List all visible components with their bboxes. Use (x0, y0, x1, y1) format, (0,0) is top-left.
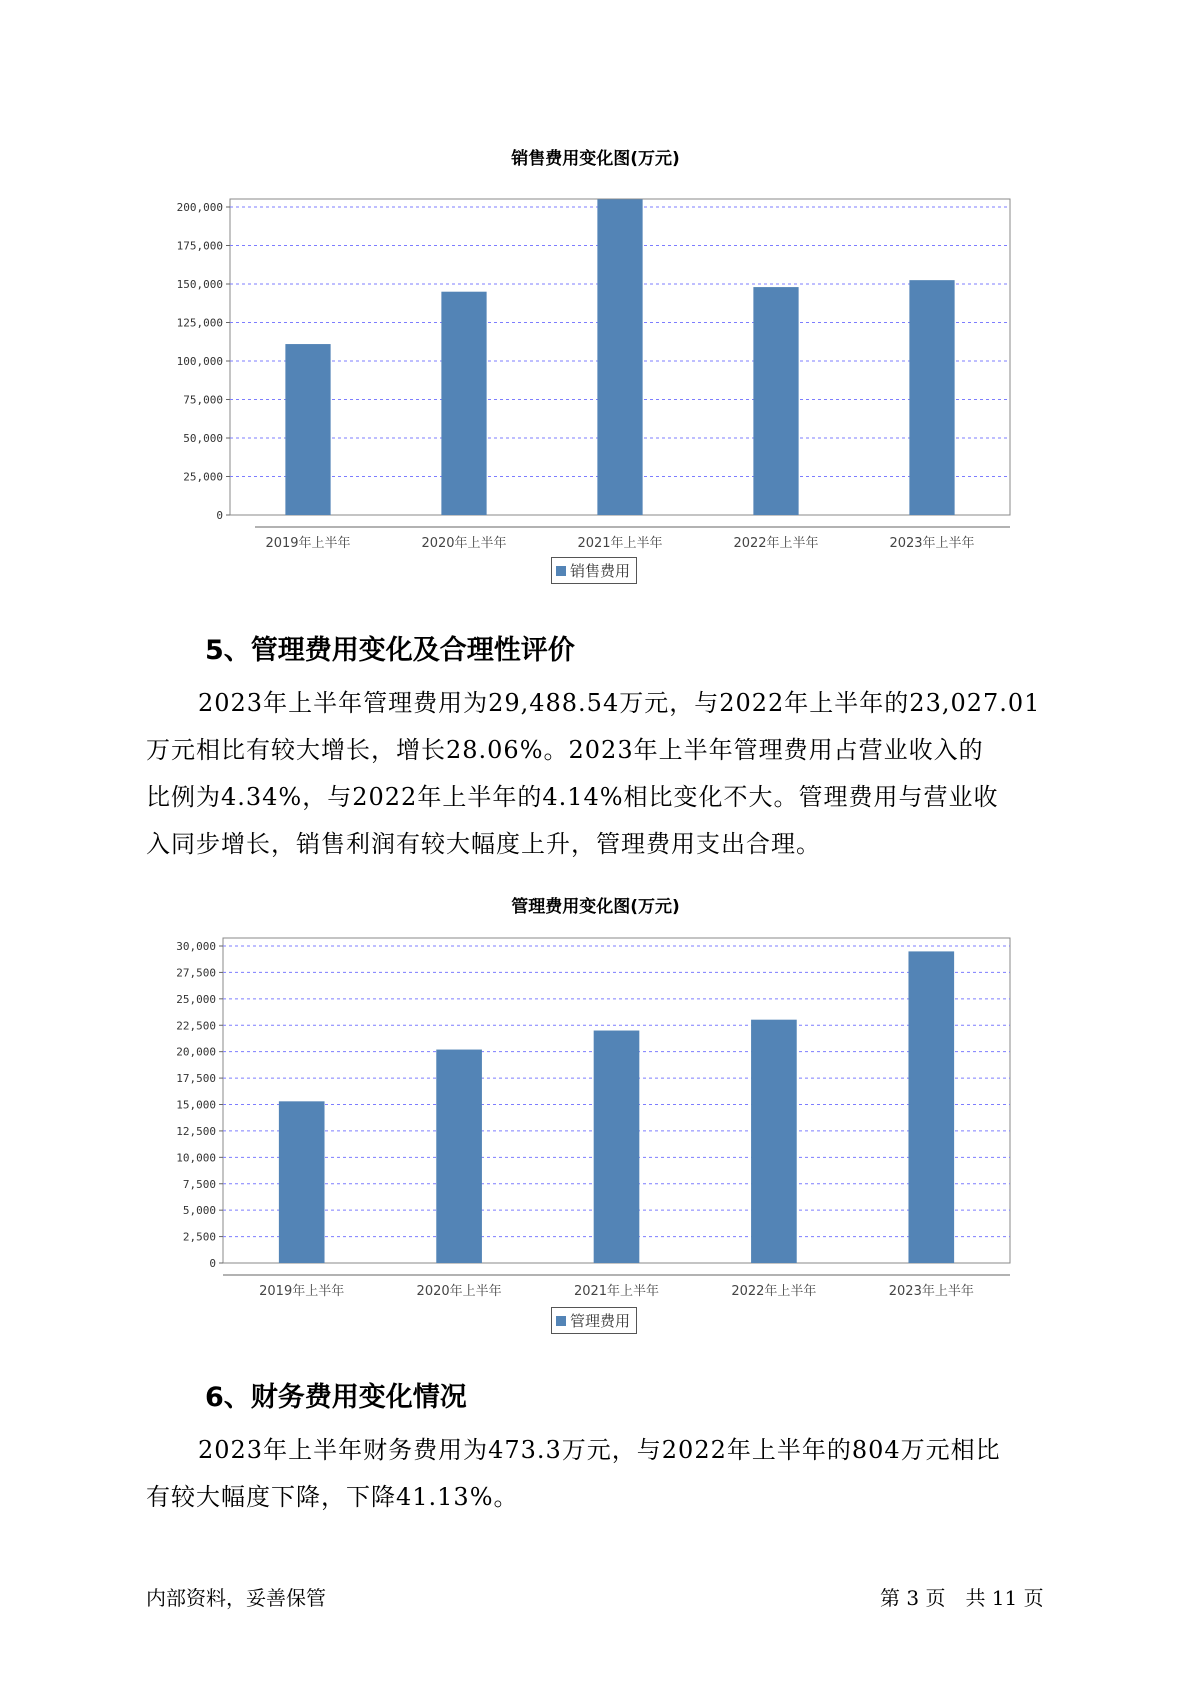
y-tick-label: 17,500 (176, 1072, 216, 1086)
x-tick-label: 2022年上半年 (733, 536, 819, 551)
section6-heading: 6、财务费用变化情况 (205, 1382, 467, 1413)
y-tick-label: 5,000 (182, 1204, 216, 1218)
y-tick-label: 50,000 (183, 432, 223, 445)
x-tick-label: 2023年上半年 (888, 1284, 974, 1299)
x-tick-label: 2021年上半年 (577, 536, 663, 551)
y-tick-label: 25,000 (183, 470, 223, 484)
y-tick-label: 100,000 (176, 355, 223, 368)
bar (594, 1031, 640, 1263)
bar (279, 1101, 325, 1263)
section5-line: 入同步增长，销售利润有较大幅度上升，管理费用支出合理。 (146, 830, 821, 858)
legend-swatch (556, 566, 566, 576)
bar (753, 287, 798, 515)
y-tick-label: 27,500 (176, 966, 216, 980)
y-tick-label: 30,000 (176, 940, 216, 953)
y-tick-label: 200,000 (176, 201, 223, 214)
chart1-legend (551, 557, 637, 584)
chart2-legend (551, 1307, 637, 1334)
chart1-legend-label: 销售费用 (570, 562, 631, 580)
chart2-legend-label: 管理费用 (570, 1312, 631, 1330)
section5-line: 2023年上半年管理费用为29,488.54万元，与2022年上半年的23,027.01 (198, 689, 1041, 717)
x-tick-label: 2022年上半年 (731, 1284, 817, 1299)
bar (597, 199, 642, 515)
bar (285, 344, 330, 515)
bar (436, 1050, 482, 1263)
footer-left: 内部资料，妥善保管 (146, 1586, 326, 1610)
y-tick-label: 12,500 (176, 1124, 216, 1138)
y-tick-label: 7,500 (182, 1177, 216, 1191)
sales-expense-chart (0, 170, 1191, 550)
x-tick-label: 2020年上半年 (416, 1284, 502, 1299)
x-tick-label: 2020年上半年 (421, 536, 507, 551)
admin-expense-chart (0, 920, 1191, 1300)
section5-line: 万元相比有较大增长，增长28.06%。2023年上半年管理费用占营业收入的 (146, 736, 984, 764)
y-tick-label: 0 (209, 1257, 216, 1270)
footer-page-number: 第 3 页 共 11 页 (880, 1586, 1044, 1610)
chart1-title: 销售费用变化图(万元) (511, 149, 680, 169)
x-tick-label: 2019年上半年 (259, 1284, 345, 1299)
section5-heading: 5、管理费用变化及合理性评价 (205, 635, 575, 666)
y-tick-label: 125,000 (176, 316, 223, 330)
y-tick-label: 22,500 (176, 1019, 216, 1033)
y-tick-label: 25,000 (176, 992, 216, 1006)
bar (751, 1020, 797, 1263)
y-tick-label: 75,000 (183, 393, 223, 407)
y-tick-label: 0 (216, 509, 223, 522)
y-tick-label: 2,500 (182, 1230, 216, 1244)
y-tick-label: 15,000 (176, 1098, 216, 1112)
y-tick-label: 150,000 (176, 278, 223, 291)
bar (441, 292, 486, 515)
x-tick-label: 2023年上半年 (889, 536, 975, 551)
chart2-title: 管理费用变化图(万元) (511, 897, 680, 917)
x-tick-label: 2019年上半年 (265, 536, 351, 551)
bar (909, 280, 954, 515)
y-tick-label: 10,000 (176, 1151, 216, 1165)
x-tick-label: 2021年上半年 (573, 1284, 660, 1299)
section6-line: 有较大幅度下降，下降41.13%。 (146, 1483, 519, 1511)
section5-line: 比例为4.34%，与2022年上半年的4.14%相比变化不大。管理费用与营业收 (146, 783, 999, 811)
y-tick-label: 20,000 (176, 1045, 216, 1059)
y-tick-label: 175,000 (176, 239, 223, 253)
section5-paragraph (146, 680, 1076, 868)
legend-swatch (556, 1316, 566, 1326)
bar (908, 951, 954, 1263)
section6-line: 2023年上半年财务费用为473.3万元，与2022年上半年的804万元相比 (198, 1436, 1001, 1464)
section6-paragraph (146, 1427, 1076, 1521)
